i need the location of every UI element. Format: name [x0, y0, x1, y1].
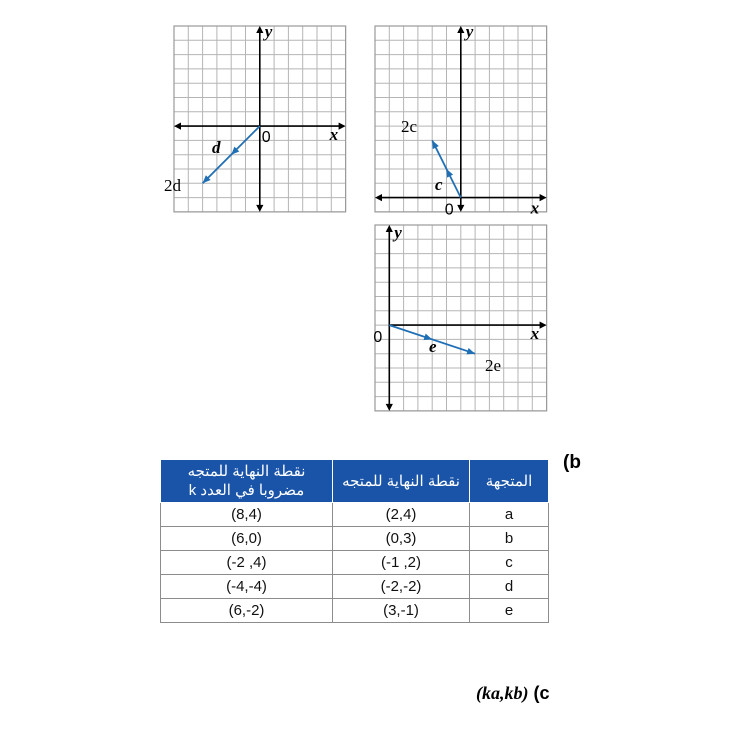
cell-endpoint-scaled: (-2 ,4) — [161, 551, 333, 575]
x-axis-arrow-icon — [540, 194, 547, 201]
scaled-vector-label: 2d — [164, 176, 181, 195]
table-row — [161, 527, 549, 551]
cell-endpoint: (2,4) — [333, 503, 470, 527]
vector-label: e — [429, 337, 437, 356]
cell-vector: c — [470, 551, 549, 575]
table-row — [161, 599, 549, 623]
x-axis-neg-arrow-icon — [375, 194, 382, 201]
x-axis-label: x — [329, 125, 339, 145]
vectors-table — [160, 459, 549, 623]
x-axis-label: x — [530, 198, 540, 218]
graph-vector-c — [375, 22, 555, 218]
cell-endpoint-scaled: (8,4) — [161, 503, 333, 527]
y-axis-label: y — [264, 22, 273, 41]
header-endpoint: نقطة النهاية للمتجه — [333, 460, 470, 503]
header-vector: المتجهة — [470, 460, 549, 503]
cell-endpoint-scaled: (6,0) — [161, 527, 333, 551]
cell-endpoint: (-1 ,2) — [333, 551, 470, 575]
part-c-math: (ka,kb) — [476, 683, 529, 703]
scaled-vector-label: 2e — [485, 356, 502, 375]
header-endpoint-scaled: نقطة النهاية للمتجه مضروبا في العدد k — [161, 460, 333, 503]
table-row — [161, 503, 549, 527]
y-axis-arrow-icon — [256, 26, 263, 33]
y-axis-neg-arrow-icon — [386, 404, 393, 411]
table-row — [161, 551, 549, 575]
cell-endpoint-scaled: (6,-2) — [161, 599, 333, 623]
scaled-vector-arrow-icon — [466, 348, 475, 354]
origin-label: 0 — [373, 329, 383, 347]
cell-vector: d — [470, 575, 549, 599]
cell-vector: b — [470, 527, 549, 551]
graph-d-svg — [164, 22, 348, 218]
part-c-letter: (c — [533, 683, 550, 703]
graph-c-svg — [375, 22, 555, 218]
x-axis-neg-arrow-icon — [174, 123, 181, 130]
graph-vector-e — [375, 223, 555, 419]
graph-vector-d — [164, 22, 348, 218]
x-axis-label: x — [530, 324, 540, 344]
x-axis-arrow-icon — [540, 322, 547, 329]
part-c-label — [476, 683, 550, 704]
vector-label: d — [212, 138, 221, 157]
cell-endpoint: (-2,-2) — [333, 575, 470, 599]
vector-label: c — [435, 175, 443, 194]
scaled-vector-label: 2c — [401, 117, 418, 136]
origin-label: 0 — [261, 129, 271, 147]
graph-e-svg — [375, 223, 555, 419]
y-axis-neg-arrow-icon — [256, 205, 263, 212]
table-row — [161, 575, 549, 599]
cell-endpoint: (0,3) — [333, 527, 470, 551]
cell-vector: a — [470, 503, 549, 527]
x-axis-arrow-icon — [339, 123, 346, 130]
table-header-row — [161, 460, 549, 503]
origin-label: 0 — [444, 201, 454, 219]
y-axis-neg-arrow-icon — [457, 205, 464, 212]
cell-endpoint: (3,-1) — [333, 599, 470, 623]
cell-endpoint-scaled: (-4,-4) — [161, 575, 333, 599]
part-b-label: (b — [563, 452, 581, 473]
y-axis-arrow-icon — [386, 225, 393, 232]
cell-vector: e — [470, 599, 549, 623]
y-axis-label: y — [394, 223, 402, 242]
y-axis-label: y — [465, 22, 474, 41]
y-axis-arrow-icon — [457, 26, 464, 33]
